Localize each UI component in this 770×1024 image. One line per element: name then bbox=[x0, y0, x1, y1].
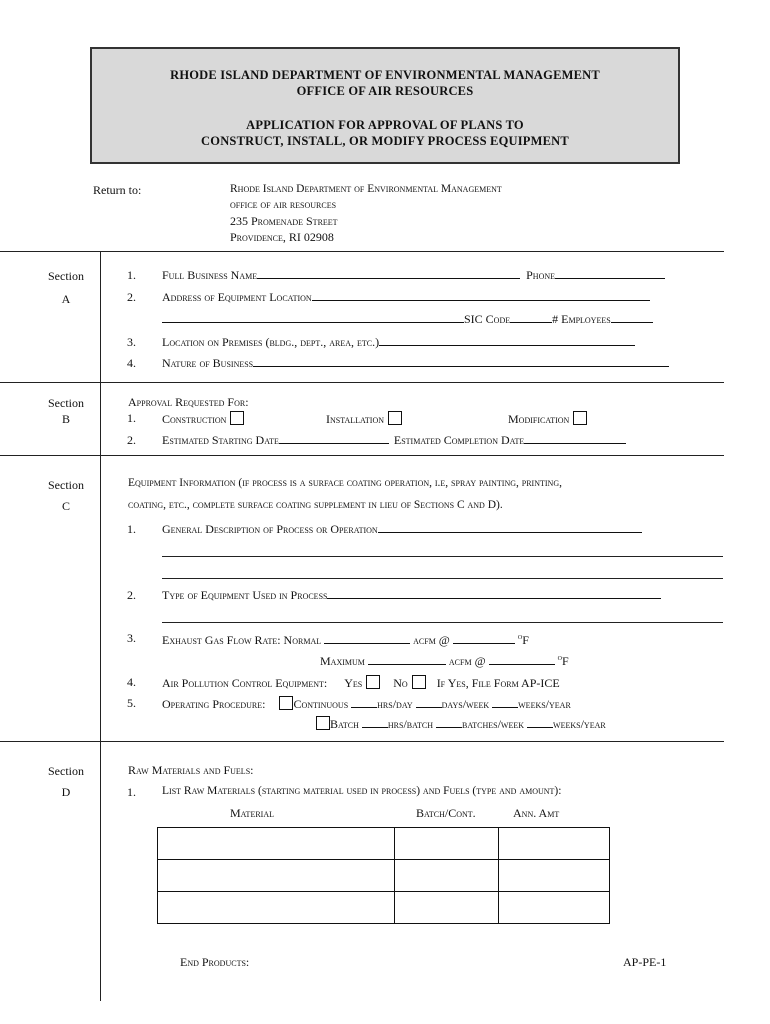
batch-cell[interactable] bbox=[395, 860, 499, 892]
employees-label: # Employees bbox=[552, 312, 611, 326]
table-row bbox=[158, 860, 610, 892]
nature-business-blank[interactable] bbox=[253, 356, 669, 367]
section-word: Section bbox=[48, 269, 84, 283]
section-letter: B bbox=[61, 412, 70, 426]
equipment-address-label: Address of Equipment Location bbox=[162, 290, 312, 304]
equipment-intro-2: coating, etc., complete surface coating supplement in lieu of Sections C and D). bbox=[128, 499, 503, 511]
section-d-label bbox=[40, 763, 92, 800]
raw-materials-heading: Raw Materials and Fuels: bbox=[128, 763, 254, 777]
table-row bbox=[158, 892, 610, 924]
approval-heading: Approval Requested For: bbox=[128, 395, 249, 409]
address-line-2-blank[interactable] bbox=[162, 312, 464, 323]
batches-week-blank[interactable] bbox=[436, 717, 462, 728]
modification-label: Modification bbox=[508, 412, 570, 426]
maximum-temp-blank[interactable] bbox=[489, 654, 555, 665]
return-address-4: Providence, RI 02908 bbox=[230, 230, 334, 244]
equipment-type-blank[interactable] bbox=[327, 588, 661, 599]
completion-date-label: Estimated Completion Date bbox=[393, 433, 525, 447]
air-pollution-control-row[interactable] bbox=[162, 675, 560, 691]
general-description-field[interactable] bbox=[162, 522, 642, 537]
weeks-year-label: weeks/year bbox=[518, 697, 571, 711]
start-date-blank[interactable] bbox=[279, 433, 389, 444]
installation-checkbox[interactable] bbox=[388, 411, 402, 425]
construction-label: Construction bbox=[162, 412, 227, 426]
item-number: 4. bbox=[127, 356, 136, 370]
item-number: 1. bbox=[127, 411, 136, 425]
section-b-label bbox=[40, 395, 92, 427]
amount-cell[interactable] bbox=[499, 892, 610, 924]
return-address-3: 235 Promenade Street bbox=[230, 214, 338, 228]
completion-date-blank[interactable] bbox=[524, 433, 626, 444]
continuous-checkbox[interactable] bbox=[279, 696, 293, 710]
table-row bbox=[158, 828, 610, 860]
col-amount-header: Ann. Amt bbox=[513, 806, 560, 820]
start-date-label: Estimated Starting Date bbox=[162, 433, 279, 447]
exhaust-normal-row[interactable] bbox=[162, 631, 529, 648]
batch-cell[interactable] bbox=[395, 828, 499, 860]
no-label: No bbox=[393, 676, 408, 690]
business-name-blank[interactable] bbox=[257, 268, 520, 279]
item-number: 2. bbox=[127, 588, 136, 602]
dates-row[interactable] bbox=[162, 433, 626, 448]
section-a-label bbox=[40, 268, 92, 307]
batch-cell[interactable] bbox=[395, 892, 499, 924]
section-letter: C bbox=[61, 499, 70, 513]
maximum-acfm-blank[interactable] bbox=[368, 654, 446, 665]
divider-top bbox=[0, 251, 724, 252]
section-word: Section bbox=[48, 396, 84, 410]
operating-label: Operating Procedure: bbox=[162, 697, 266, 711]
return-address-1: Rhode Island Department of Environmental Management bbox=[230, 183, 502, 195]
continuous-label: Continuous bbox=[293, 697, 349, 711]
item-number: 4. bbox=[127, 675, 136, 689]
nature-business-label: Nature of Business bbox=[162, 356, 254, 370]
business-name-label: Full Business Name bbox=[162, 268, 258, 282]
section-letter: A bbox=[61, 292, 71, 306]
description-line-2[interactable] bbox=[162, 556, 723, 557]
equipment-address-field[interactable] bbox=[162, 290, 650, 305]
office-title: OFFICE OF AIR RESOURCES bbox=[296, 84, 474, 98]
location-premises-label: Location on Premises (bldg., dept., area, etc.) bbox=[162, 335, 380, 349]
item-number: 1. bbox=[127, 785, 136, 799]
material-cell[interactable] bbox=[158, 828, 395, 860]
location-premises-blank[interactable] bbox=[379, 335, 635, 346]
modification-checkbox[interactable] bbox=[573, 411, 587, 425]
acfm-label: acfm @ bbox=[413, 633, 450, 647]
equipment-type-field[interactable] bbox=[162, 588, 661, 603]
application-title-2: CONSTRUCT, INSTALL, OR MODIFY PROCESS EQUIPMENT bbox=[201, 134, 569, 148]
employees-blank[interactable] bbox=[611, 312, 653, 323]
exhaust-maximum-row[interactable] bbox=[320, 652, 569, 669]
item-number: 2. bbox=[127, 433, 136, 447]
raw-materials-instructions: List Raw Materials (starting material used in process) and Fuels (type and amount): bbox=[162, 785, 562, 797]
end-products-label: End Products: bbox=[180, 955, 250, 969]
yes-checkbox[interactable] bbox=[366, 675, 380, 689]
section-letter: D bbox=[61, 785, 71, 799]
phone-label: Phone bbox=[526, 268, 556, 282]
acfm-label: acfm @ bbox=[448, 654, 486, 668]
sic-code-blank[interactable] bbox=[510, 312, 552, 323]
fahrenheit-label: F bbox=[561, 654, 569, 668]
batch-label: Batch bbox=[330, 717, 359, 731]
section-word: Section bbox=[48, 764, 84, 778]
batch-row[interactable] bbox=[316, 716, 606, 732]
item-number: 3. bbox=[127, 631, 136, 645]
equipment-intro-1: Equipment Information (if process is a surface coating operation, i.e, spray painting, printing, bbox=[128, 477, 562, 489]
section-c-label bbox=[40, 477, 92, 514]
exhaust-normal-label: Exhaust Gas Flow Rate: Normal bbox=[162, 633, 322, 647]
sic-code-label: SIC Code bbox=[464, 312, 511, 326]
normal-acfm-blank[interactable] bbox=[324, 633, 410, 644]
hrs-day-label: hrs/day bbox=[377, 697, 413, 711]
amount-cell[interactable] bbox=[499, 860, 610, 892]
business-name-field[interactable] bbox=[162, 268, 665, 283]
equipment-type-line-2[interactable] bbox=[162, 622, 723, 623]
days-week-blank[interactable] bbox=[416, 697, 442, 708]
header-box bbox=[90, 47, 680, 164]
batch-checkbox[interactable] bbox=[316, 716, 330, 730]
material-cell[interactable] bbox=[158, 860, 395, 892]
form-code: AP-PE-1 bbox=[623, 955, 667, 969]
equipment-address-blank[interactable] bbox=[312, 290, 650, 301]
item-number: 1. bbox=[127, 268, 136, 282]
degree-symbol: o bbox=[517, 631, 523, 641]
divider-c-d bbox=[0, 741, 724, 742]
yes-label: Yes bbox=[344, 676, 363, 690]
installation-label: Installation bbox=[326, 412, 385, 426]
item-number: 2. bbox=[127, 290, 136, 304]
col-material-header: Material bbox=[230, 806, 274, 820]
return-address-2: office of air resources bbox=[230, 199, 337, 211]
fahrenheit-label: F bbox=[522, 633, 529, 647]
return-to-label: Return to: bbox=[93, 183, 142, 197]
construction-option[interactable] bbox=[162, 411, 248, 427]
divider-b-c bbox=[0, 455, 724, 456]
description-line-3[interactable] bbox=[162, 578, 723, 579]
no-checkbox[interactable] bbox=[412, 675, 426, 689]
hrs-day-blank[interactable] bbox=[351, 697, 377, 708]
construction-checkbox[interactable] bbox=[230, 411, 244, 425]
agency-title: RHODE ISLAND DEPARTMENT OF ENVIRONMENTAL MANAGEMENT bbox=[170, 68, 600, 82]
general-description-blank[interactable] bbox=[378, 522, 642, 533]
item-number: 5. bbox=[127, 696, 136, 710]
material-cell[interactable] bbox=[158, 892, 395, 924]
section-column-divider bbox=[100, 251, 101, 1001]
phone-blank[interactable] bbox=[555, 268, 665, 279]
weeks-year-blank[interactable] bbox=[492, 697, 518, 708]
application-title-1: APPLICATION FOR APPROVAL OF PLANS TO bbox=[246, 118, 524, 132]
section-word: Section bbox=[48, 478, 84, 492]
maximum-label: Maximum bbox=[320, 654, 365, 668]
days-week-label: days/week bbox=[441, 697, 490, 711]
weeks-year-label: weeks/year bbox=[553, 717, 606, 731]
equipment-type-label: Type of Equipment Used in Process bbox=[162, 588, 328, 602]
installation-option[interactable] bbox=[326, 411, 406, 427]
general-description-label: General Description of Process or Operation bbox=[162, 522, 378, 536]
ap-ice-note: If Yes, File Form AP-ICE bbox=[436, 676, 560, 690]
degree-symbol: o bbox=[557, 652, 562, 662]
col-batch-header: Batch/Cont. bbox=[416, 806, 476, 820]
nature-business-field[interactable] bbox=[162, 356, 669, 371]
location-premises-field[interactable] bbox=[162, 335, 635, 350]
hrs-batch-blank[interactable] bbox=[362, 717, 388, 728]
operating-procedure-row[interactable] bbox=[162, 696, 571, 712]
normal-temp-blank[interactable] bbox=[453, 633, 515, 644]
item-number: 1. bbox=[127, 522, 136, 536]
item-number: 3. bbox=[127, 335, 136, 349]
weeks-year-blank[interactable] bbox=[527, 717, 553, 728]
apc-label: Air Pollution Control Equipment: bbox=[162, 676, 328, 690]
modification-option[interactable] bbox=[508, 411, 591, 427]
hrs-batch-label: hrs/batch bbox=[387, 717, 434, 731]
divider-a-b bbox=[0, 382, 724, 383]
sic-employees-row[interactable] bbox=[162, 312, 653, 327]
amount-cell[interactable] bbox=[499, 828, 610, 860]
raw-materials-table bbox=[157, 827, 610, 924]
batches-week-label: batches/week bbox=[462, 717, 525, 731]
